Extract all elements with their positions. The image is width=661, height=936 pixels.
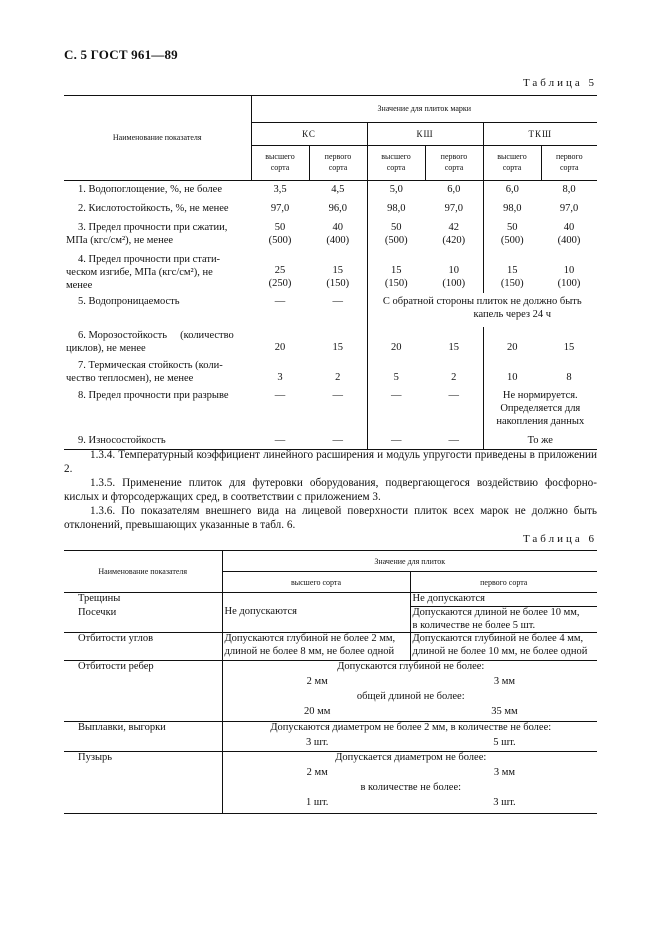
table-row: Отбитости ребер Допускаются глубиной не более: bbox=[64, 661, 597, 676]
table-row: Выплавки, выгорки Допускаются диаметром не более 2 мм, в количестве не более: bbox=[64, 722, 597, 737]
table-row: Пузырь Допускается диаметром не более: bbox=[64, 752, 597, 767]
table-row: 6. Морозостойкость (количество циклов), не менее 20 15 20 15 20 15 bbox=[64, 327, 597, 357]
table-6-caption: Таблица 6 bbox=[522, 533, 597, 545]
sort-header: высшего сорта bbox=[251, 146, 309, 181]
table-row: 20 мм 35 мм bbox=[304, 705, 518, 717]
table-row: 8. Предел прочности при разрыве — — — — Не нормируется. Определяется для накопления данных bbox=[64, 387, 597, 428]
table-row: 4. Предел прочности при стати- ческом изгибе, МПа (кгс/см²), не менее 25 (250) 15 (150) 15 (150) 10 (100) 15 (150) 10 (100) bbox=[64, 251, 597, 293]
table-5 bbox=[64, 95, 597, 450]
table-row: в количестве не более: bbox=[360, 781, 462, 793]
table-row: 3. Предел прочности при сжатии, МПа (кгс/см²), не менее 50 (500) 40 (400) 50 (500) 42 (420) 50 (500) 40 (400) bbox=[64, 219, 597, 251]
column-header-name: Наименование показателя bbox=[64, 551, 222, 593]
sort-header: высшего сорта bbox=[483, 146, 541, 181]
table-row: Посечки Допускаются длиной не более 10 мм, в количестве не более 5 шт. bbox=[64, 607, 597, 633]
table-row: 1 шт. 3 шт. bbox=[306, 796, 516, 808]
table-row: 7. Термическая стойкость (коли- чество теплосмен), не менее 3 2 5 2 10 8 bbox=[64, 357, 597, 387]
paragraph-1-3-4: 1.3.4. Температурный коэффициент линейного расширения и модуль упругости приведены в приложении 2. bbox=[64, 449, 597, 475]
table-6 bbox=[64, 550, 597, 814]
table-row: общей длиной не более: bbox=[356, 690, 465, 702]
column-group-header: Значение для плиток марки bbox=[251, 96, 597, 123]
table-row: 2. Кислотостойкость, %, не менее 97,0 96,0 98,0 97,0 98,0 97,0 bbox=[64, 200, 597, 219]
mark-ks: КС bbox=[251, 123, 367, 146]
sort-header: первого сорта bbox=[425, 146, 483, 181]
column-header-name: Наименование показателя bbox=[64, 96, 251, 181]
table-row: 1. Водопоглощение, %, не более 3,5 4,5 5,0 6,0 6,0 8,0 bbox=[64, 181, 597, 200]
table-row: 9. Износостойкость — — — — То же bbox=[64, 428, 597, 450]
sort-header: первого сорта bbox=[309, 146, 367, 181]
table-row: 2 мм 3 мм bbox=[306, 766, 516, 778]
table-5-caption: Таблица 5 bbox=[522, 77, 597, 89]
paragraph-1-3-6: 1.3.6. По показателям внешнего вида на лицевой поверхности плиток всех марок не должно быть отклонений, превышающих указанные в табл. 6. bbox=[64, 505, 597, 531]
table-row: 5. Водопроницаемость — — С обратной стороны плиток не должно быть капель через 24 ч bbox=[64, 293, 597, 327]
table-row: 3 шт. 5 шт. bbox=[306, 736, 516, 748]
sort-header: первого сорта bbox=[541, 146, 597, 181]
sort-header: высшего сорта bbox=[367, 146, 425, 181]
column-header-first-grade: первого сорта bbox=[410, 572, 597, 593]
table-row: Трещины Не допускаются Не допускаются bbox=[64, 593, 597, 607]
column-group-header: Значение для плиток bbox=[222, 551, 597, 572]
mark-tksh: ТКШ bbox=[483, 123, 597, 146]
paragraph-1-3-5: 1.3.5. Применение плиток для футеровки оборудования, подвергающегося воздействию фосфорно-кислых и фторсодержащих сред, в соответствии с приложением 3. bbox=[64, 477, 597, 503]
table-row: 2 мм 3 мм bbox=[306, 675, 516, 687]
mark-ksh: КШ bbox=[367, 123, 483, 146]
table-row: Отбитости углов Допускаются глубиной не более 2 мм, длиной не более 8 мм, не более одной Допускаются глубиной не более 4 мм, длиной не более 10 мм, не более одной bbox=[64, 633, 597, 661]
page-header: С. 5 ГОСТ 961—89 bbox=[64, 47, 178, 62]
column-header-high-grade: высшего сорта bbox=[222, 572, 410, 593]
